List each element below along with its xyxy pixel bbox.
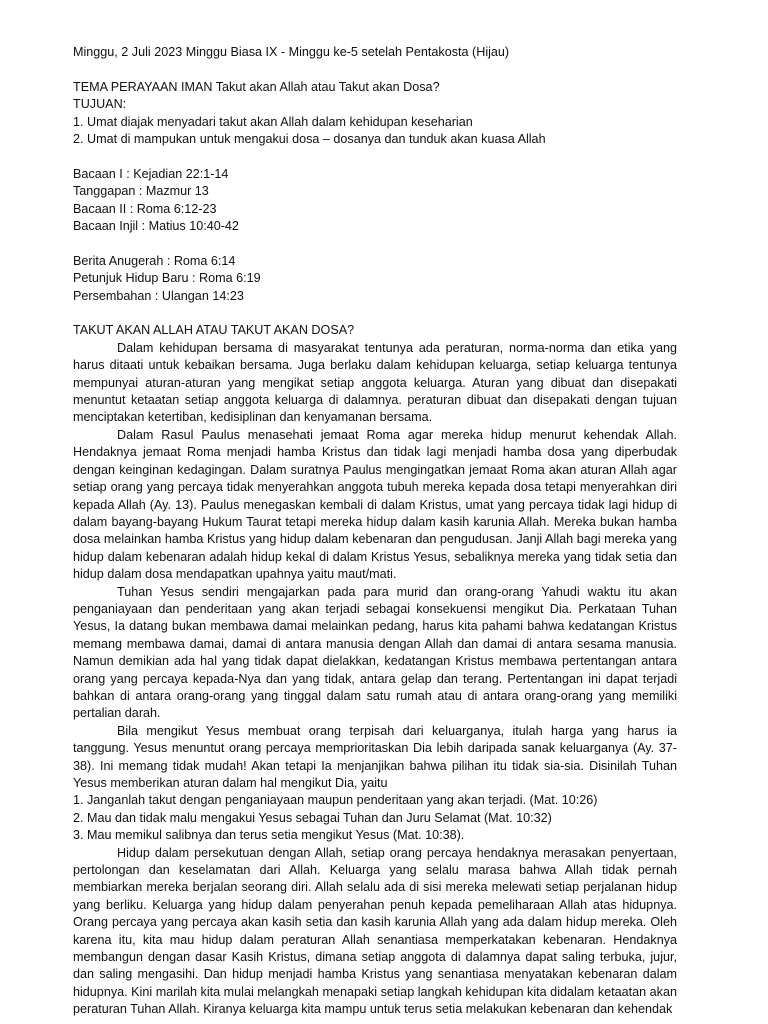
petunjuk-hidup-baru: Petunjuk Hidup Baru : Roma 6:19 [73, 271, 261, 286]
spacer [73, 148, 677, 165]
tema-title: TEMA PERAYAAN IMAN Takut akan Allah atau Takut akan Dosa? [73, 79, 440, 94]
paragraph-5: Hidup dalam persekutuan dengan Allah, setiap orang percaya hendaknya merasakan penyertaan, pertolongan dan keselamatan dari Allah. Keluarga yang selalu marasa bahwa Allah tidak pernah membiarkan mereka berjalan seorang diri. Allah selalu ada di sisi mereka melewati setiap perjalanan hidup yang berliku. Keluarga yang hidup dalam penyerahan penuh kepada pemeliharaan Allah atas hidupnya. Orang percaya yang percaya akan kasih setia dan kasih karunia Allah yang ada dalam hidup mereka. Oleh karena itu, kita mau hidup dalam peraturan Allah senantiasa memperkatakan kebenaran. Hendaknya membangun dengan dasar Kasih Kristus, dimana setiap anggota di dalamnya dapat saling terbuka, jujur, dan saling mengasihi. Dan hidup menjadi hamba Kristus yang senantiasa menyatakan kebenaran dalam hidupnya. Kini marilah kita mulai melangkah menapaki setiap langkah kehidupan kita didalam ketaatan akan peraturan Tuhan Allah. Kiranya keluarga kita mampu untuk terus setia melakukan kebenaran dan kehendak [73, 845, 677, 1017]
tanggapan: Tanggapan : Mazmur 13 [73, 184, 209, 199]
paragraph-2: Dalam Rasul Paulus menasehati jemaat Roma agar mereka hidup menurut kehendak Allah. Hendaknya jemaat Roma menjadi hamba Kristus dan tidak lagi menjadi hamba dosa yang diperbudak dengan keinginan kedagingan. Dalam suratnya Paulus mengingatkan jemaat Roma akan aturan Allah agar setiap orang yang percaya tidak menyerahkan anggota tubuh mereka kepada dosa tetapi menyerahkan diri kepada Allah (Ay. 13). Paulus menegaskan kembali di dalam Kristus, umat yang percaya tidak lagi hidup di dalam bayang-bayang Hukum Taurat tetapi mereka hidup dalam kasih karunia Allah. Mereka bukan hamba dosa melainkan hamba Kristus yang hidup dalam kebenaran dan pengudusan. Janji Allah bagi mereka yang hidup dalam kebenaran adalah hidup kekal di dalam Kristus Yesus, sebaliknya mereka yang tidak setia dan hidup dalam dosa mendapatkan upahnya yaitu maut/mati. [73, 427, 677, 582]
renungan-heading: TAKUT AKAN ALLAH ATAU TAKUT AKAN DOSA? [73, 323, 355, 338]
paragraph-3: Tuhan Yesus sendiri mengajarkan pada para murid dan orang-orang Yahudi waktu itu akan penganiayaan dan penderitaan yang akan terjadi sebagai konsekuensi mengikut Dia. Perkataan Tuhan Yesus, Ia datang bukan membawa damai melainkan pedang, harus kita pahami bahwa kedatangan Kristus memang membawa damai, damai di antara manusia dengan Allah dan damai di antara sesama manusia. Namun demikian ada hal yang tidak dapat dielakkan, kedatangan Kristus membawa pertentangan antara orang yang percaya kepada-Nya dan yang tidak, antara gelap dan terang. Pertentangan ini dapat terjadi bahkan di antara orang-orang yang tinggal dalam satu rumah atau di antara orang-orang yang memiliki pertalian darah. [73, 584, 677, 721]
spacer [73, 305, 677, 322]
berita-anugerah: Berita Anugerah : Roma 6:14 [73, 253, 236, 268]
bacaan-1: Bacaan I : Kejadian 22:1-14 [73, 166, 229, 181]
tujuan-label: TUJUAN: [73, 97, 127, 112]
aturan-item-1: 1. Janganlah takut dengan penganiayaan maupun penderitaan yang akan terjadi. (Mat. 10:26) [73, 793, 598, 808]
tujuan-item-1: 1. Umat diajak menyadari takut akan Allah dalam kehidupan keseharian [73, 114, 473, 129]
aturan-item-3: 3. Mau memikul salibnya dan terus setia mengikut Yesus (Mat. 10:38). [73, 828, 465, 843]
document-page [73, 44, 677, 1019]
spacer [73, 61, 677, 78]
bacaan-2: Bacaan II : Roma 6:12-23 [73, 201, 217, 216]
bacaan-injil: Bacaan Injil : Matius 10:40-42 [73, 219, 239, 234]
paragraph-4: Bila mengikut Yesus membuat orang terpisah dari keluarganya, itulah harga yang harus ia tanggung. Yesus menuntut orang percaya memprioritaskan Dia lebih daripada sanak keluarganya (Ay. 37-38). Ini memang tidak mudah! Akan tetapi Ia menjanjikan bahwa pilihan itu tidak sia-sia. Disinilah Tuhan Yesus memberikan aturan dalam hal mengikut Dia, yaitu [73, 723, 677, 790]
aturan-item-2: 2. Mau dan tidak malu mengakui Yesus sebagai Tuhan dan Juru Selamat (Mat. 10:32) [73, 810, 552, 825]
paragraph-1: Dalam kehidupan bersama di masyarakat tentunya ada peraturan, norma-norma dan etika yang harus ditaati untuk kebaikan bersama. Juga berlaku dalam kehidupan keluarga, setiap keluarga tentunya mempunyai aturan-aturan yang mengikat setiap anggota keluarga. Aturan yang dibuat dan disepakati menuntut ketaatan setiap anggota keluarga di dalamnya. peraturan dibuat dan disepakati dengan tujuan menciptakan ketertiban, kedisiplinan dan kenyamanan bersama. [73, 340, 677, 425]
tujuan-item-2: 2. Umat di mampukan untuk mengakui dosa – dosanya dan tunduk akan kuasa Allah [73, 132, 546, 147]
spacer [73, 235, 677, 252]
persembahan: Persembahan : Ulangan 14:23 [73, 288, 244, 303]
date-line: Minggu, 2 Juli 2023 Minggu Biasa IX - Minggu ke-5 setelah Pentakosta (Hijau) [73, 45, 510, 59]
